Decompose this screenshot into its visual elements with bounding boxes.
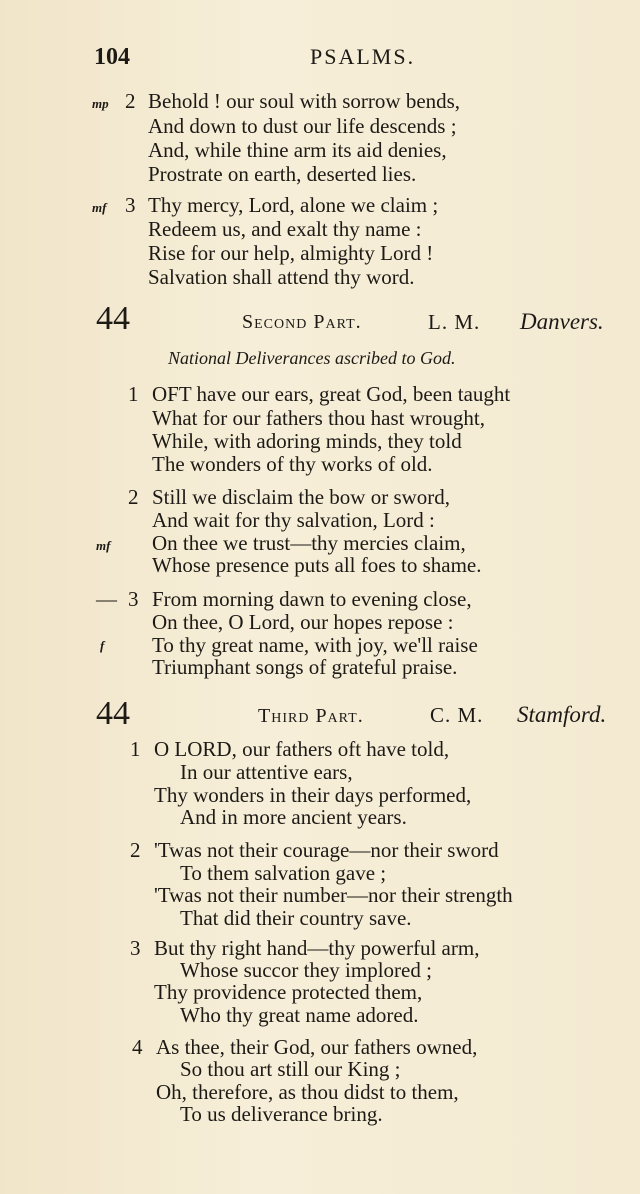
hymn-number: 44 [96,300,130,337]
part-title: Third Part. [258,705,364,727]
verse-line: From morning dawn to evening close, [152,587,472,611]
meter: C. M. [430,703,484,727]
stanza-number: 2 [125,89,136,113]
verse-line: And wait for thy salvation, Lord : [152,508,435,532]
verse-line: On thee we trust—thy mercies claim, [152,531,466,555]
stanza-number: 2 [128,485,139,509]
verse-line: What for our fathers thou hast wrought, [152,406,485,430]
stanza-number: 2 [130,838,141,862]
verse-line: Still we disclaim the bow or sword, [152,485,451,509]
dynamic-mark: mf [92,200,107,215]
stanza-dash: — [96,587,117,611]
stanza-number: 1 [128,382,139,406]
verse-line: And, while thine arm its aid denies, [148,138,447,162]
dynamic-mark: mf [96,538,111,553]
verse-line: Redeem us, and exalt thy name : [148,217,422,241]
tune-name: Danvers. [520,309,604,334]
verse-line: Thy wonders in their days performed, [154,783,472,807]
running-head: PSALMS. [310,44,416,69]
verse-line: While, with adoring minds, they told [152,429,462,453]
verse-line: 'Twas not their courage—nor their sword [154,838,499,862]
tune-name: Stamford. [517,702,607,727]
meter: L. M. [428,310,481,334]
verse-line: Behold ! our soul with sorrow bends, [148,89,461,113]
verse-line: To us deliverance bring. [180,1102,383,1126]
stanza-number: 3 [128,587,139,611]
verse-line: The wonders of thy works of old. [152,452,433,476]
verse-line: Salvation shall attend thy word. [148,265,415,289]
verse-line: Who thy great name adored. [180,1003,419,1027]
verse-line: To thy great name, with joy, we'll raise [152,633,478,657]
verse-line: Prostrate on earth, deserted lies. [148,162,417,186]
verse-line: 'Twas not their number—nor their strength [154,883,513,907]
verse-line: Thy providence protected them, [154,980,423,1004]
part-title: Second Part. [242,311,362,333]
stanza-number: 3 [130,936,141,960]
stanza-number: 1 [130,737,141,761]
verse-line: And in more ancient years. [180,805,407,829]
stanza-number: 4 [132,1035,143,1059]
verse-line: On thee, O Lord, our hopes repose : [152,610,454,634]
verse-line: Whose presence puts all foes to shame. [152,553,482,577]
verse-line: That did their country save. [180,906,412,930]
verse-line: Whose succor they implored ; [180,958,432,982]
verse-line: In our attentive ears, [180,760,353,784]
verse-line: Triumphant songs of grateful praise. [152,655,458,679]
dynamic-mark: mp [92,96,109,111]
verse-line: And down to dust our life descends ; [148,114,457,138]
verse-line: OFT have our ears, great God, been taught [152,382,511,406]
verse-line: Rise for our help, almighty Lord ! [148,241,434,265]
verse-line: O LORD, our fathers oft have told, [154,737,450,761]
page-header [94,44,616,80]
verse-line: But thy right hand—thy powerful arm, [154,936,480,960]
hymn-number: 44 [96,695,130,732]
verse-line: Oh, therefore, as thou didst to them, [156,1080,459,1104]
verse-line: Thy mercy, Lord, alone we claim ; [148,193,439,217]
verse-line: As thee, their God, our fathers owned, [156,1035,478,1059]
verse-line: To them salvation gave ; [180,861,387,885]
stanza-number: 3 [125,193,136,217]
page-number: 104 [94,44,130,70]
verse-line: So thou art still our King ; [180,1057,401,1081]
hymn-subtitle: National Deliverances ascribed to God. [168,348,456,368]
dynamic-mark: f [100,638,105,653]
